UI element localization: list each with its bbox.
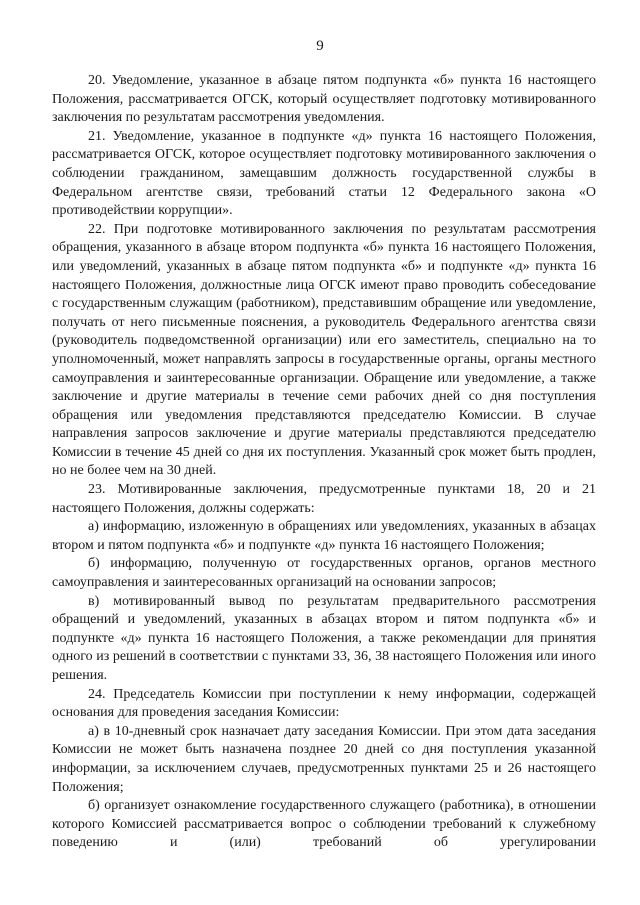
document-body bbox=[52, 72, 596, 853]
paragraph-23-a: а) информацию, изложенную в обращениях или уведомлениях, указанных в абзацах втором и пятом подпункта «б» и подпункте «д» пункта 16 настоящего Положения; bbox=[52, 519, 596, 553]
page-number: 9 bbox=[316, 38, 324, 54]
paragraph-23: 23. Мотивированные заключения, предусмотренные пунктами 18, 20 и 21 настоящего Положения, должны содержать: bbox=[52, 482, 596, 516]
paragraph-20: 20. Уведомление, указанное в абзаце пятом подпункта «б» пункта 16 настоящего Положения, рассматривается ОГСК, который осуществляет подготовку мотивированного заключения по результатам рассмотрения уведомления. bbox=[52, 73, 596, 126]
paragraph-23-b: б) информацию, полученную от государственных органов, органов местного самоуправления и заинтересованных организаций на основании запросов; bbox=[52, 556, 596, 591]
paragraph-24-b: б) организует ознакомление государственного служащего (работника), в отношении которого Комиссией рассматривается вопрос о соблюдении требований к служебному поведению и (или) требований об урегулировании bbox=[52, 798, 596, 851]
paragraph-23-v: в) мотивированный вывод по результатам предварительного рассмотрения обращений и уведомлений, указанных в абзацах втором и пятом подпункта «б» и подпункте «д» пункта 16 настоящего Положения, а также рекомендации для принятия одного из решений в соответствии с пунктами 33, 36, 38 настоящего Положения или иного решения. bbox=[52, 593, 596, 683]
paragraph-24: 24. Председатель Комиссии при поступлении к нему информации, содержащей основания для проведения заседания Комиссии: bbox=[52, 686, 596, 721]
paragraph-21: 21. Уведомление, указанное в подпункте «д» пункта 16 настоящего Положения, рассматривается ОГСК, которое осуществляет подготовку мотивированного заключения о соблюдении гражданином, замещавшим должность государственной службы в Федеральном агентстве связи, требований статьи 12 Федерального закона «О противодействии коррупции». bbox=[52, 128, 596, 219]
paragraph-24-a: а) в 10-дневный срок назначает дату заседания Комиссии. При этом дата заседания Комиссии не может быть назначена позднее 20 дней со дня поступления указанной информации, за исключением случаев, предусмотренных пунктами 25 и 26 настоящего Положения; bbox=[52, 723, 596, 795]
paragraph-22: 22. При подготовке мотивированного заключения по результатам рассмотрения обращения, указанного в абзаце втором подпункта «б» пункта 16 настоящего Положения, или уведомлений, указанных в абзаце пятом подпункта «б» и подпункте «д» пункта 16 настоящего Положения, должностные лица ОГСК имеют право проводить собеседование с государственным служащим (работником), представившим обращение или уведомление, получать от него письменные пояснения, а руководитель Федерального агентства связи (руководитель подведомственной организации) или его заместитель, специально на то уполномоченный, может направлять запросы в государственные органы, органы местного самоуправления и заинтересованные организации. Обращение или уведомление, а также заключение и другие материалы в течение семи рабочих дней со дня поступления обращения или уведомления представляются председателю Комиссии. В случае направления запросов заключение и другие материалы представляются председателю Комиссии в течение 45 дней со дня их поступления. Указанный срок может быть продлен, но не более чем на 30 дней. bbox=[52, 221, 596, 479]
